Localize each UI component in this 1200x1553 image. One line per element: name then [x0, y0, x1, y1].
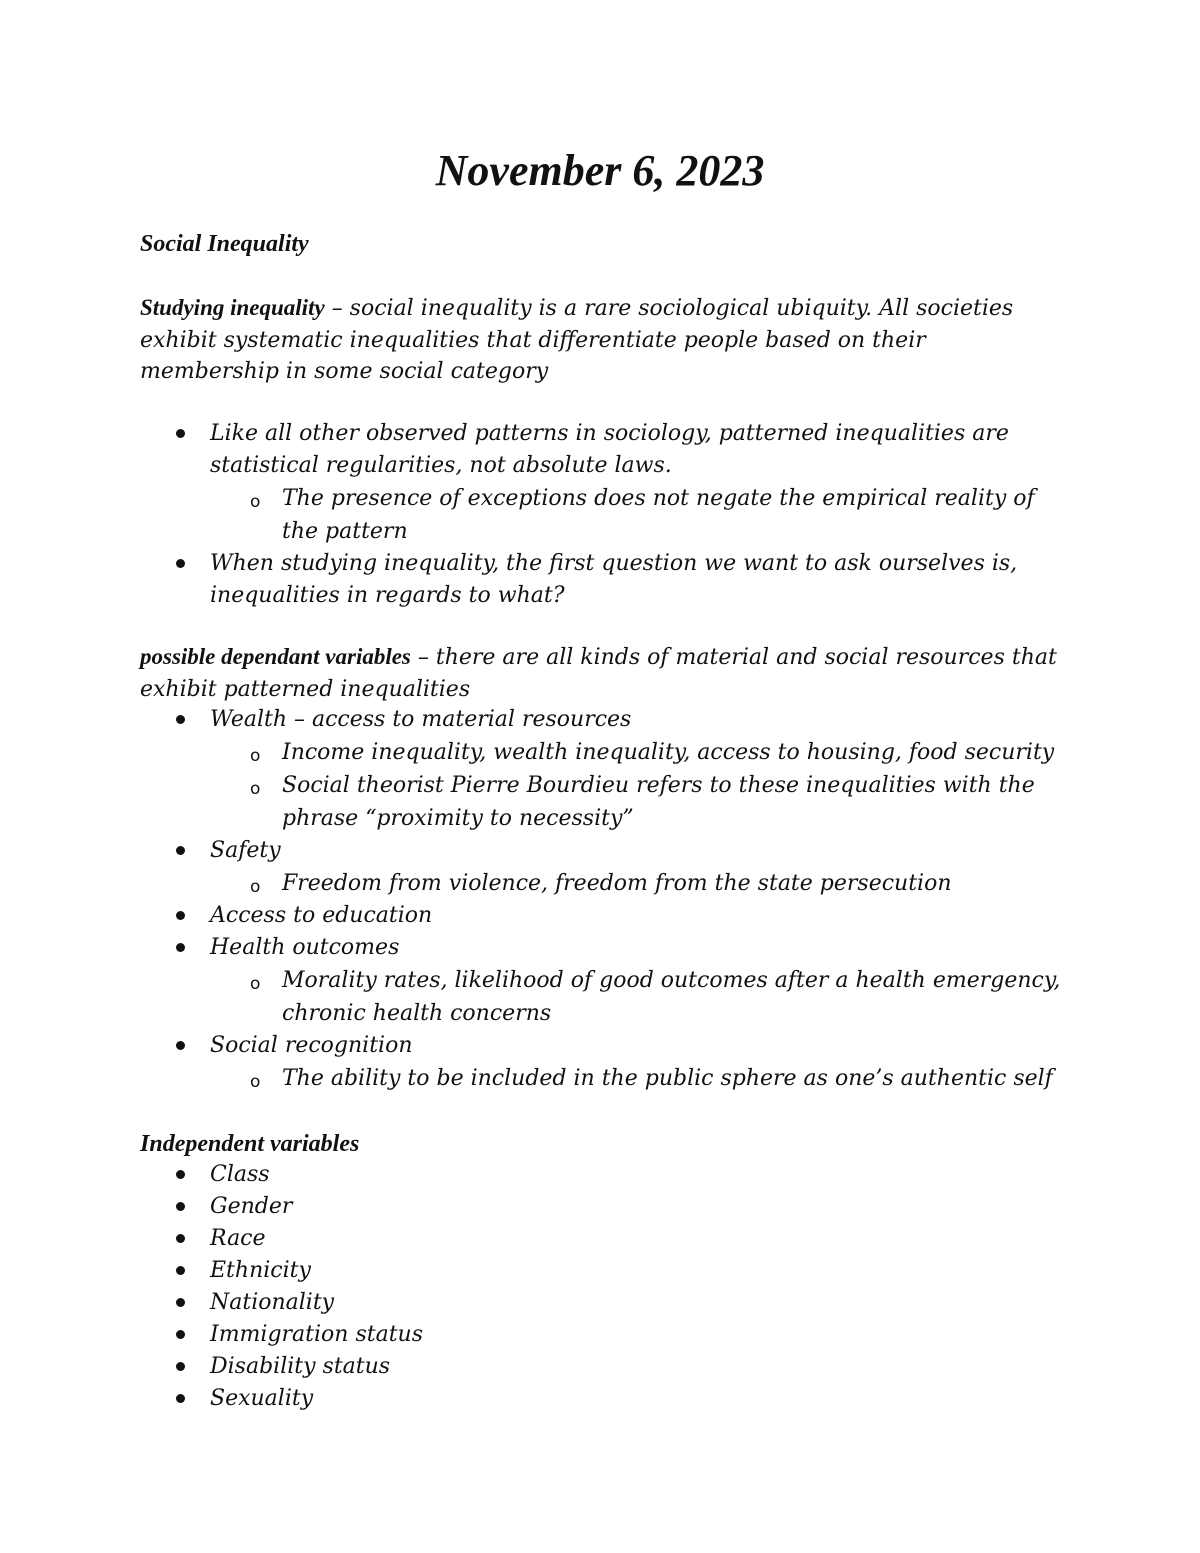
sub-list [210, 736, 1100, 835]
list-item [0, 1159, 1100, 1191]
bullet-icon [176, 1202, 185, 1211]
bullet-icon [176, 1298, 185, 1307]
list-item [0, 1030, 1100, 1095]
list-item-text: Like all other observed patterns in sociology, patterned inequalities are statistical regularities, not absolute laws. [210, 421, 1009, 478]
sub-list-item-text: Freedom from violence, freedom from the state persecution [282, 871, 952, 896]
independent-variables-heading: Independent variables [140, 1131, 360, 1157]
independent-variables-list [0, 1159, 1100, 1415]
bullet-icon [176, 1394, 185, 1403]
list-item [0, 835, 1100, 900]
sub-list-item-text: The presence of exceptions does not negate the empirical reality of the pattern [282, 486, 1035, 544]
dependent-variables-paragraph [140, 641, 1070, 705]
sub-list [210, 1062, 1100, 1095]
bullet-icon [176, 1266, 185, 1275]
sub-list [210, 964, 1100, 1030]
sub-list-item [210, 867, 1100, 900]
bullet-icon [176, 911, 185, 920]
list-item-text: Immigration status [210, 1322, 423, 1347]
list-item-text: Disability status [210, 1354, 391, 1379]
list-item [0, 932, 1100, 1030]
list-item-text: Access to education [210, 903, 433, 928]
sub-list-item [210, 736, 1100, 769]
list-item [0, 1255, 1100, 1287]
list-item [0, 900, 1100, 932]
sub-list [210, 867, 1100, 900]
sub-list [210, 482, 1100, 548]
circle-bullet-icon: o [250, 974, 261, 994]
bullet-icon [176, 846, 185, 855]
sub-list-item-text: The ability to be included in the public sphere as one’s authentic self [282, 1066, 1053, 1091]
circle-bullet-icon: o [250, 746, 261, 766]
bullet-icon [176, 429, 185, 438]
list-item [0, 1383, 1100, 1415]
list-item-text: Race [210, 1226, 266, 1251]
studying-inequality-list [0, 418, 1100, 612]
dependent-variables-term: possible dependant variables [140, 644, 411, 669]
list-item [0, 548, 1100, 612]
list-item [0, 1287, 1100, 1319]
sub-list-item-text: Income inequality, wealth inequality, access to housing, food security [282, 740, 1055, 765]
sub-list-item-text: Social theorist Pierre Bourdieu refers to these inequalities with the phrase “proximity to necessity” [282, 773, 1035, 831]
studying-inequality-definition: – social inequality is a rare sociological ubiquity. All societies exhibit systematic inequalities that differentiate people based on their membership in some social category [140, 296, 1014, 384]
sub-list-item [210, 482, 1100, 548]
bullet-icon [176, 559, 185, 568]
list-item [0, 704, 1100, 835]
bullet-icon [176, 1330, 185, 1339]
list-item-text: Health outcomes [210, 935, 400, 960]
circle-bullet-icon: o [250, 877, 261, 897]
section-heading: Social Inequality [140, 231, 309, 257]
list-item-text: Ethnicity [210, 1258, 311, 1283]
bullet-icon [176, 1170, 185, 1179]
circle-bullet-icon: o [250, 1072, 261, 1092]
list-item-text: Social recognition [210, 1033, 413, 1058]
list-item-text: Safety [210, 838, 281, 863]
page-title: November 6, 2023 [435, 146, 765, 195]
list-item-text: Class [210, 1162, 270, 1187]
list-item [0, 418, 1100, 548]
list-item-text: Gender [210, 1194, 293, 1219]
list-item [0, 1319, 1100, 1351]
bullet-icon [176, 1362, 185, 1371]
list-item-text: Nationality [210, 1290, 335, 1315]
list-item-text: When studying inequality, the first question we want to ask ourselves is, inequalities in regards to what? [210, 551, 1018, 608]
studying-inequality-term: Studying inequality [140, 295, 325, 320]
studying-inequality-paragraph [140, 292, 1070, 388]
sub-list-item [210, 1062, 1100, 1095]
bullet-icon [176, 715, 185, 724]
circle-bullet-icon: o [250, 779, 261, 799]
sub-list-item-text: Morality rates, likelihood of good outcomes after a health emergency, chronic health concerns [282, 968, 1061, 1026]
list-item-text: Sexuality [210, 1386, 314, 1411]
sub-list-item [210, 769, 1100, 835]
bullet-icon [176, 1041, 185, 1050]
list-item [0, 1351, 1100, 1383]
list-item [0, 1191, 1100, 1223]
list-item-text: Wealth – access to material resources [210, 707, 632, 732]
circle-bullet-icon: o [250, 492, 261, 512]
dependent-variables-definition: – there are all kinds of material and social resources that exhibit patterned inequalities [140, 645, 1057, 702]
bullet-icon [176, 1234, 185, 1243]
dependent-variables-list [0, 704, 1100, 1095]
bullet-icon [176, 943, 185, 952]
list-item [0, 1223, 1100, 1255]
sub-list-item [210, 964, 1100, 1030]
